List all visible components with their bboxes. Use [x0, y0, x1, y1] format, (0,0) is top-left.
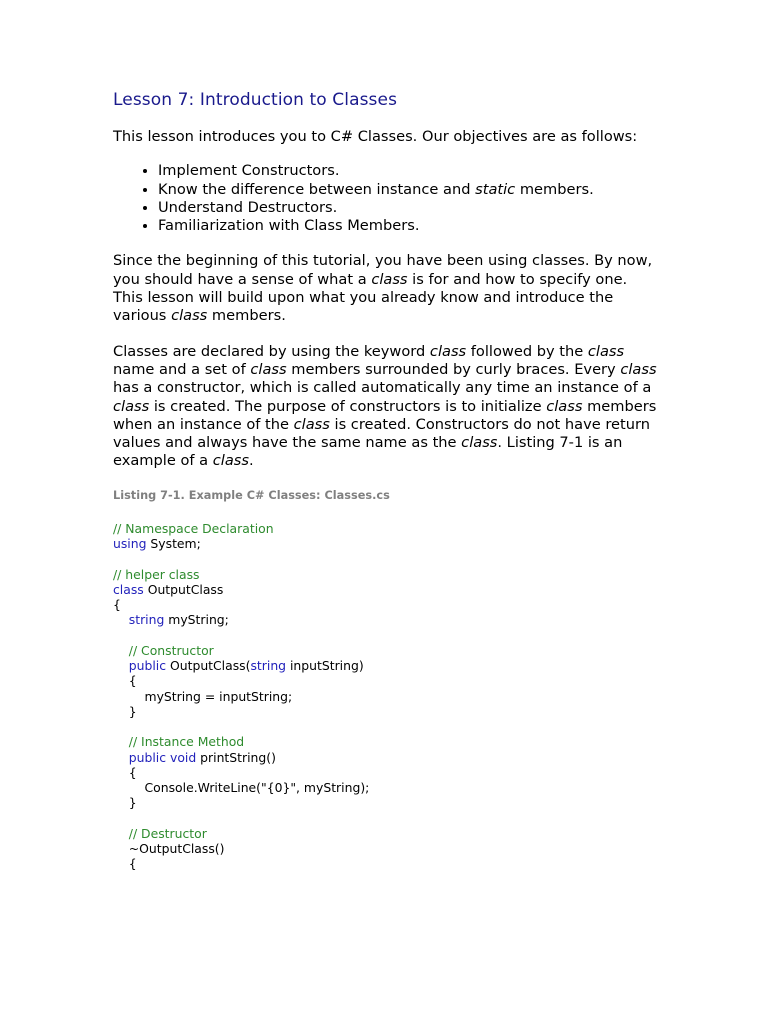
code-line: { — [128, 764, 137, 780]
code-line: public OutputClass(string inputString) — [128, 658, 364, 673]
code-line: } — [128, 703, 137, 719]
code-line: Console.WriteLine("{0}", myString); — [144, 780, 370, 795]
code-line: class OutputClass — [113, 581, 224, 597]
code-line: { — [113, 597, 121, 612]
code-line — [113, 628, 658, 643]
paragraph-class-declaration: Classes are declared by using the keyword class followed by the class name and a set of class members surrounded by curly braces. Every class has a constructor, which is called automatically any time an instance of a class is created. The purpose of constructors is to initialize class members when an instance of the class is created. Constructors do not have return values and always have the same name as the class. Listing 7-1 is an example of a class. — [113, 342, 657, 470]
code-line: // Destructor — [128, 825, 207, 841]
objective-item: • Know the difference between instance and static members. — [158, 181, 658, 199]
code-line: // helper class — [113, 566, 200, 582]
objective-item: • Familiarization with Class Members. — [158, 217, 658, 235]
code-line — [113, 719, 658, 734]
code-line: { — [128, 856, 137, 872]
objective-item: • Understand Destructors. — [158, 199, 658, 217]
code-listing — [113, 521, 658, 872]
objective-item: • Implement Constructors. — [158, 162, 658, 180]
objectives-list — [113, 162, 658, 235]
code-line: using System; — [113, 536, 201, 551]
lesson-page — [113, 88, 658, 872]
paragraph-classes-usage: Since the beginning of this tutorial, you have been using classes. By now, you should have a sense of what a class is for and how to specify one. This lesson will build upon what you already know and introduce the various class members. — [113, 252, 653, 325]
listing-title: Listing 7-1. Example C# Classes: Classes.cs — [113, 488, 390, 502]
lesson-title: Lesson 7: Introduction to Classes — [113, 90, 398, 110]
code-line: { — [128, 673, 137, 689]
code-line: myString = inputString; — [144, 688, 293, 704]
code-line: ~OutputClass() — [128, 841, 225, 856]
code-line — [113, 551, 658, 566]
code-line: } — [128, 795, 137, 811]
code-line — [113, 811, 658, 826]
code-line: // Namespace Declaration — [113, 520, 274, 536]
code-line: string myString; — [128, 612, 229, 628]
intro-paragraph: This lesson introduces you to C# Classes. Our objectives are as follows: — [113, 128, 638, 145]
code-line: // Constructor — [128, 642, 214, 658]
code-line: public void printString() — [128, 749, 276, 765]
code-line: // Instance Method — [128, 734, 245, 750]
